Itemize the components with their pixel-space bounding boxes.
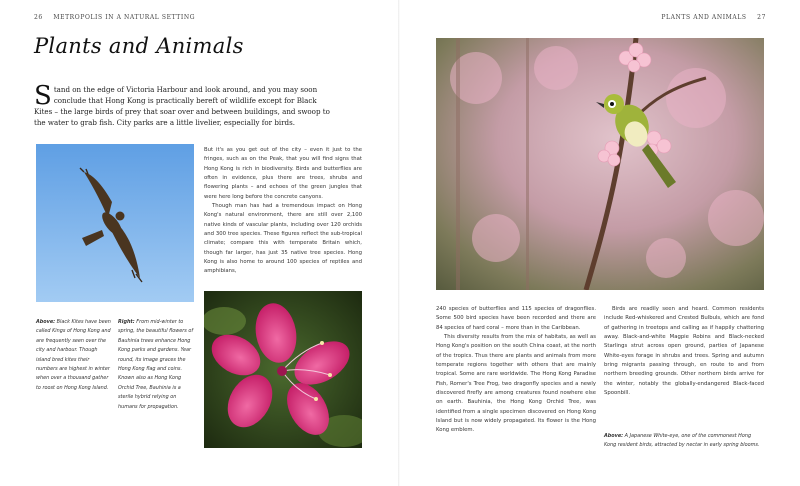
- right-body-column-1: [436, 305, 596, 436]
- running-header-right: [661, 14, 766, 21]
- bauhinia-photo: [204, 291, 362, 448]
- black-kite-photo: [36, 144, 194, 302]
- right-body-column-2: [604, 305, 764, 398]
- caption-text: From mid-winter to spring, the beautiful flowers of Bauhinia trees enhance Hong Kong parks and gardens. Year round, its image graces the Hong Kong flag and coins. Known also as Hong Kong Orchid Tree, Bauhinia is a sterile hybrid relying on humans for propagation.: [118, 319, 194, 410]
- left-body-column: [204, 146, 362, 277]
- body-paragraph: Birds are readily seen and heard. Common residents include Red-whiskered and Crested Bulbuls, which are fond of gathering in treetops and calling as if happily chattering away. Black-and-white Magpie Robins and Black-necked Starlings strut across open ground, parties of Japanese White-eyes forage in shrubs and trees. Spring and autumn bring migrants passing through, en route to and from northern breeding grounds. Other northern birds arrive for the winter, notably the globally-endangered Black-faced Spoonbill.: [604, 306, 764, 397]
- body-paragraph: Though man has had a tremendous impact on Hong Kong's natural environment, there are still over 2,100 native kinds of vascular plants, including over 120 orchids and 300 tree species. These figures reflect the sub-tropical climate; compare this with temperate Britain which, though far larger, has just 35 native tree species. Hong Kong is also home to around 100 species of reptiles and amphibians,: [204, 203, 362, 275]
- page-number-right: 27: [757, 14, 766, 21]
- intro-text: tand on the edge of Victoria Harbour and look around, and you may soon conclude that Hong Kong is practically bereft of wildlife except for Black Kites – the large birds of prey that soar over and between buildings, and swoop to the water to grab fish. City parks are a little livelier, especially for birds.: [34, 85, 330, 127]
- caption-white-eye: [604, 432, 764, 451]
- intro-paragraph: [34, 81, 334, 128]
- white-eye-on-blossom-illustration: [436, 38, 764, 290]
- running-head-left: METROPOLIS IN A NATURAL SETTING: [53, 14, 196, 21]
- caption-bauhinia: [118, 318, 194, 412]
- chapter-title: Plants and Animals: [34, 34, 244, 58]
- page-number-left: 26: [34, 14, 43, 21]
- drop-cap: S: [34, 81, 52, 111]
- black-kite-illustration: [36, 144, 194, 302]
- caption-label: Above:: [36, 319, 56, 325]
- caption-label: Above:: [604, 433, 624, 439]
- bauhinia-flower-illustration: [204, 291, 362, 448]
- running-head-right: PLANTS AND ANIMALS: [661, 14, 747, 21]
- running-header-left: [34, 14, 195, 21]
- caption-label: Right:: [118, 319, 135, 325]
- body-paragraph: This diversity results from the mix of habitats, as well as Hong Kong's position on the south China coast, at the north of the tropics. Thus there are plants and animals from more temperate regions together with others that are mainly tropical. Some are rare worldwide. The Hong Kong Paradise Fish, Romer's Tree Frog, two dragonfly species and a newly discovered firefly are among creatures found nowhere else on earth. Bauhinia, the Hong Kong Orchid Tree, was identified from a single specimen discovered on Hong Kong Island but is now widely propagated. Its flower is the Hong Kong emblem.: [436, 334, 596, 434]
- body-paragraph: 240 species of butterflies and 115 species of dragonflies. Some 500 bird species have been recorded and there are 84 species of hard coral – more than in the Caribbean.: [436, 306, 596, 331]
- caption-text: A Japanese White-eye, one of the commonest Hong Kong resident birds, attracted by nectar in early spring blooms.: [604, 433, 760, 449]
- white-eye-photo: [436, 38, 764, 290]
- caption-text: Black Kites have been called Kings of Hong Kong and are frequently seen over the city and harbour. Though island bred kites their numbers are highest in winter when over a thousand gather to roost on Hong Kong Island.: [36, 319, 111, 391]
- body-paragraph: But it's as you get out of the city – even it just to the fringes, such as on the Peak, that you will find signs that Hong Kong is rich in biodiversity. Birds and butterflies are often in evidence, plus there are trees, shrubs and flowering plants – and echoes of the green jungles that were here long before the concrete canyons.: [204, 147, 362, 200]
- caption-black-kite: [36, 318, 111, 393]
